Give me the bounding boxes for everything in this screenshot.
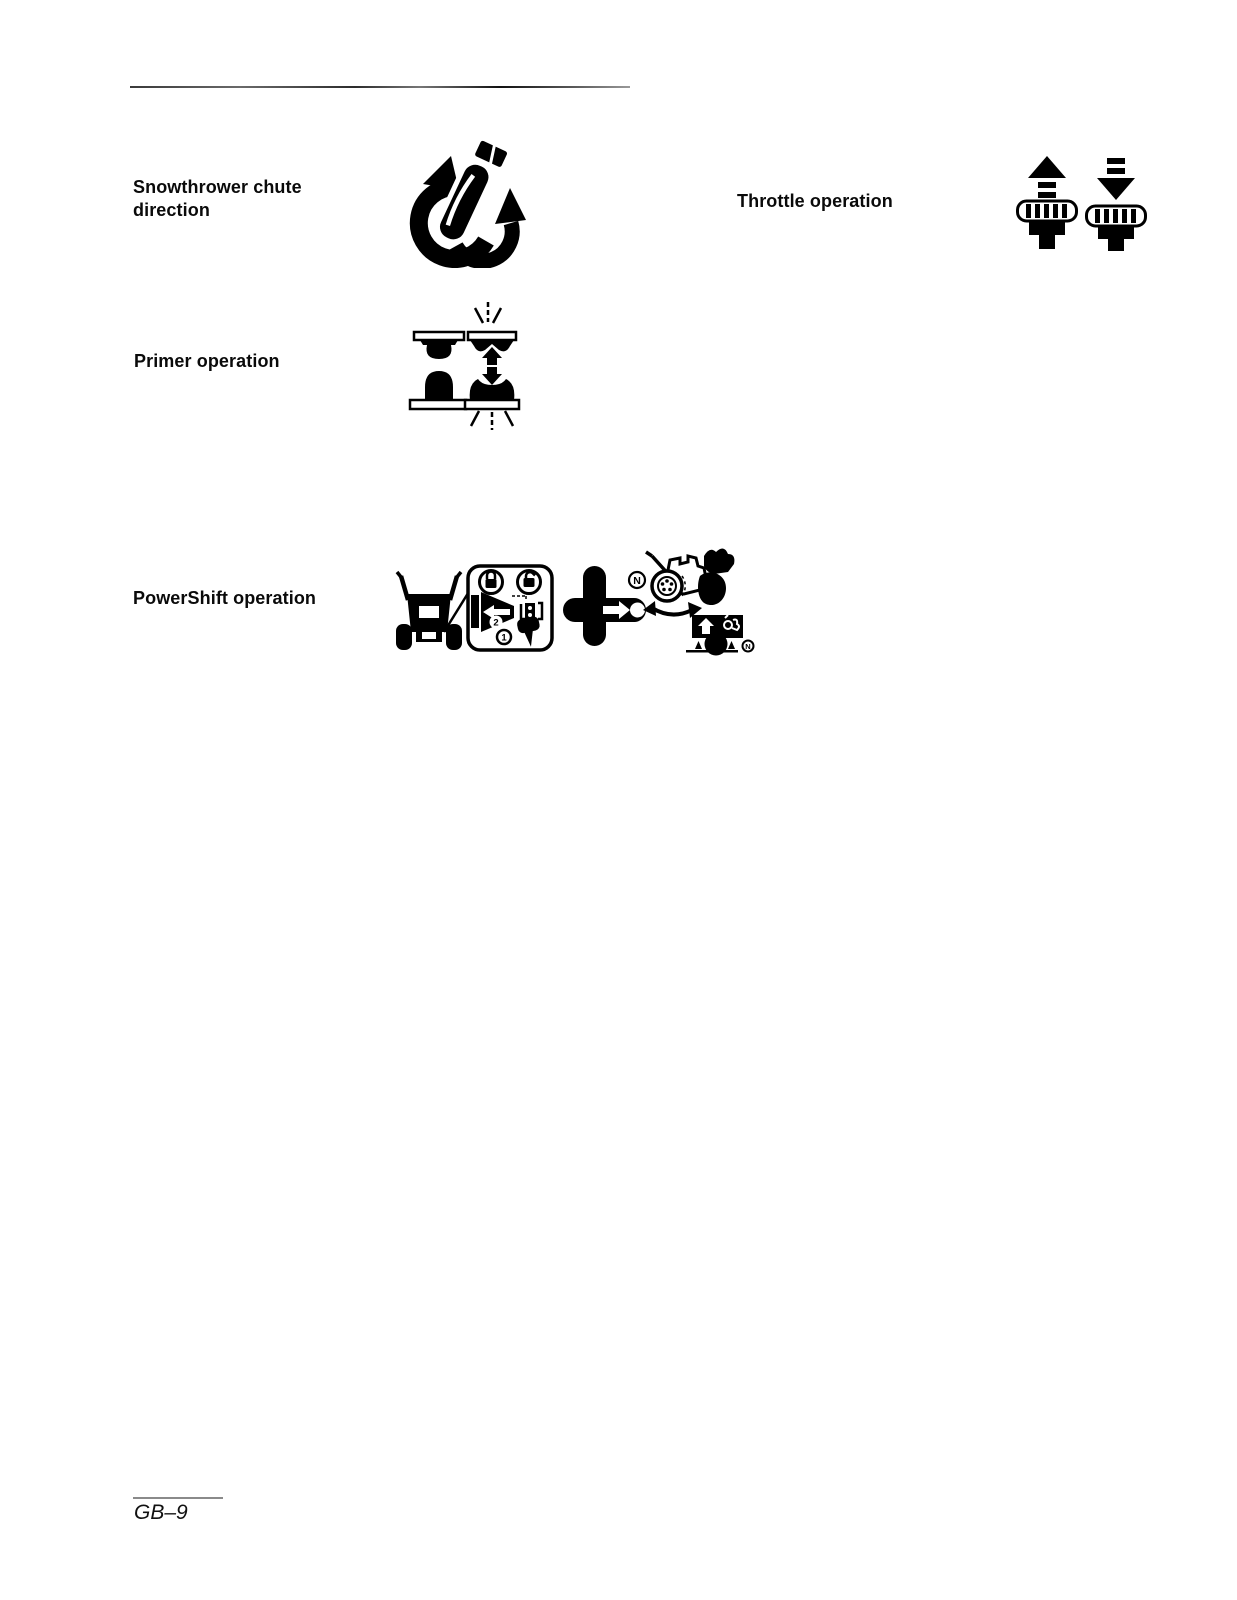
neutral-letter-small: N (745, 642, 751, 651)
primer-press-release-icon (399, 299, 521, 433)
step-1-number: 1 (501, 632, 507, 644)
section-label-powershift-operation: PowerShift operation (133, 588, 317, 608)
section-label-chute-direction: Snowthrower chute direction (133, 177, 302, 220)
step-2-number: 2 (493, 617, 499, 629)
throttle-up-icon (1016, 156, 1078, 252)
header-rule (130, 86, 630, 88)
section-label-throttle-operation: Throttle operation (737, 191, 893, 211)
snowthrower-tilt-icon (640, 546, 758, 658)
footer-rule (133, 1497, 223, 1499)
section-label-primer-operation: Primer operation (134, 351, 280, 371)
page-number: GB–9 (134, 1501, 188, 1524)
wheel-lock-panel-icon (466, 564, 554, 652)
chute-rotation-icon (403, 138, 527, 268)
throttle-down-icon (1085, 158, 1147, 252)
neutral-letter: N (633, 575, 641, 587)
